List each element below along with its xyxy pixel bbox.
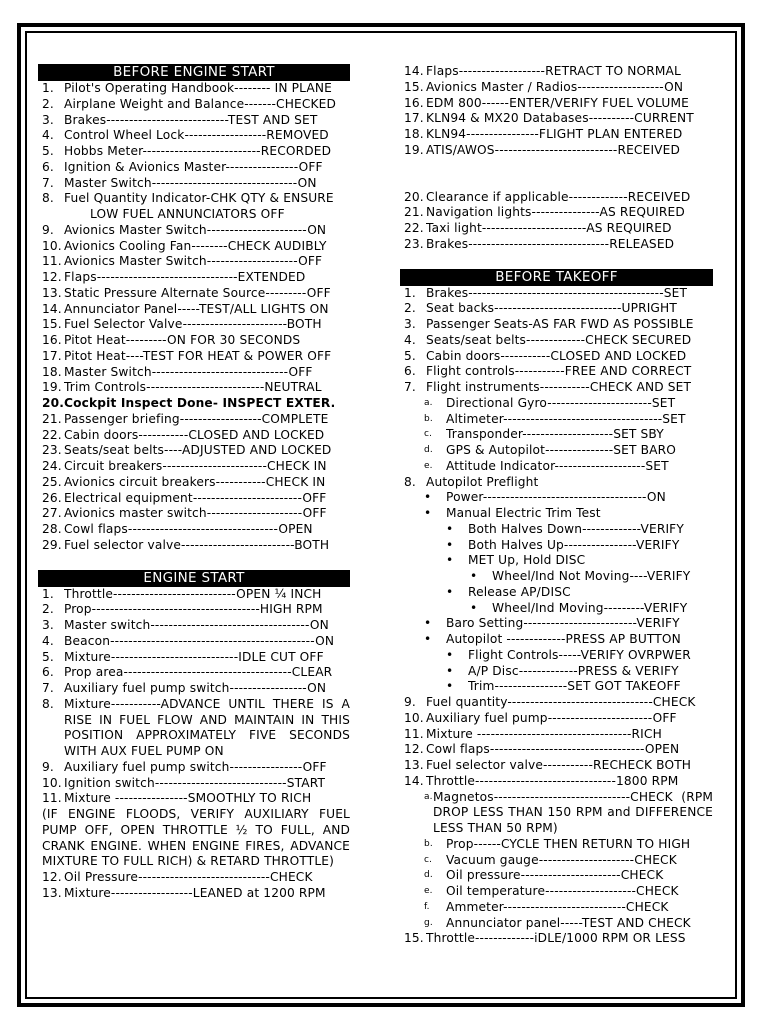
item-continuation: LOW FUEL ANNUNCIATORS OFF xyxy=(90,207,285,221)
sub-item-text: GPS & Autopilot---------------SET BARO xyxy=(446,443,677,457)
sub-item xyxy=(400,459,713,475)
item-number: 11. xyxy=(42,791,62,806)
checklist-item xyxy=(400,237,713,253)
item-text: Cabin doors-----------CLOSED AND LOCKED xyxy=(64,427,325,442)
checklist-item xyxy=(38,113,350,129)
checklist-item xyxy=(400,80,713,96)
checklist-item xyxy=(400,143,713,159)
item-number: 22. xyxy=(404,221,424,235)
sub-item-letter: g. xyxy=(424,917,433,928)
item-number: 2. xyxy=(42,96,54,111)
item-number: 5. xyxy=(404,348,416,363)
sub-item xyxy=(400,868,713,884)
bullet-icon: • xyxy=(446,584,454,599)
item-text: Mixture------------------LEANED at 1200 RPM xyxy=(64,885,326,900)
item-number: 25. xyxy=(42,474,62,489)
item-text: Cowl flaps----------------------------------OPEN xyxy=(426,742,680,757)
sub-item-text: Attitude Indicator--------------------SET xyxy=(446,458,669,473)
item-number: 10. xyxy=(42,238,62,253)
item-text: Annunciator Panel-----TEST/ALL LIGHTS ON xyxy=(64,301,329,316)
item-text: Brakes---------------------------TEST AND SET xyxy=(64,112,318,127)
sub-item xyxy=(400,427,713,443)
item-number: 24. xyxy=(42,459,62,473)
item-text: Cowl flaps---------------------------------OPEN xyxy=(64,522,313,536)
item-text: Avionics Master / Radios-------------------ON xyxy=(426,79,684,94)
checklist-item xyxy=(400,301,713,317)
item-number: 7. xyxy=(404,380,416,394)
sub-item-text: Oil temperature--------------------CHECK xyxy=(446,884,679,898)
before-takeoff-list-continued xyxy=(400,695,713,790)
item-number: 3. xyxy=(404,317,416,331)
item-text: Mixture ----------------SMOOTHLY TO RICH xyxy=(64,791,312,806)
item-number: 21. xyxy=(42,411,62,426)
item-text: Clearance if applicable-------------RECEIVED xyxy=(426,189,691,204)
item-number: 10. xyxy=(42,775,62,790)
checklist-item xyxy=(38,491,350,507)
item-text: Flight controls-----------FREE AND CORRECT xyxy=(426,364,692,379)
checklist-item xyxy=(38,602,350,618)
item-number: 7. xyxy=(42,681,54,695)
before-takeoff-list xyxy=(400,286,713,396)
sub-item-text: Ammeter---------------------------CHECK xyxy=(446,899,669,914)
item-number: 15. xyxy=(404,931,424,946)
item-number: 16. xyxy=(42,333,62,347)
bullet-text: MET Up, Hold DISC xyxy=(468,553,586,568)
bullet-text: Both Halves Down-------------VERIFY xyxy=(468,521,684,536)
sub-item-text: Transponder--------------------SET SBY xyxy=(446,427,664,442)
taxi-list xyxy=(400,190,713,253)
item-number: 29. xyxy=(42,537,62,552)
item-number: 5. xyxy=(42,649,54,664)
sub-item-text: Vacuum gauge---------------------CHECK xyxy=(446,852,677,867)
item-text: Electrical equipment------------------------OFF xyxy=(64,490,327,505)
right-column xyxy=(400,64,713,947)
item-text: Master Switch--------------------------------ON xyxy=(64,175,317,190)
item-number: 1. xyxy=(42,81,54,95)
item-number: 21. xyxy=(404,205,424,220)
bullet-text: Wheel/Ind Moving---------VERIFY xyxy=(492,600,688,615)
item-text: Ignition switch-----------------------------START xyxy=(64,775,326,790)
item-number: 14. xyxy=(42,301,62,316)
item-number: 20. xyxy=(42,396,65,410)
item-text: Taxi light-----------------------AS REQUIRED xyxy=(426,221,672,235)
runup-sublist xyxy=(400,790,713,932)
engine-flood-note: (IF ENGINE FLOODS, VERIFY AUXILIARY FUEL PUMP OFF, OPEN THROTTLE ½ TO FULL, AND CRANK ENGINE. WHEN ENGINE FIRES, ADVANCE MIXTURE TO FULL RICH) & RETARD THROTTLE) xyxy=(42,807,350,869)
item-text: KLN94----------------FLIGHT PLAN ENTERED xyxy=(426,127,683,141)
item-number: 4. xyxy=(404,332,416,347)
checklist-item xyxy=(38,176,350,192)
checklist-item xyxy=(38,160,350,176)
bullet-text: Autopilot -------------PRESS AP BUTTON xyxy=(446,632,681,646)
item-text: Throttle-------------iDLE/1000 RPM OR LESS xyxy=(426,931,686,946)
item-text: Passenger briefing------------------COMPLETE xyxy=(64,411,329,426)
item-number: 19. xyxy=(404,142,424,157)
item-text: Hobbs Meter--------------------------RECORDED xyxy=(64,144,332,158)
checklist-item xyxy=(400,758,713,774)
bullet-icon: • xyxy=(446,647,454,662)
checklist-item xyxy=(400,205,713,221)
checklist-item xyxy=(38,522,350,538)
item-number: 12. xyxy=(42,270,62,284)
item-text: Seats/seat belts----ADJUSTED AND LOCKED xyxy=(64,443,332,458)
sub-item xyxy=(400,396,713,412)
item-text: Mixture----------------------------IDLE CUT OFF xyxy=(64,649,324,664)
sub-item-letter: d. xyxy=(424,870,433,881)
left-column xyxy=(38,64,350,902)
sub-item-letter: b. xyxy=(424,413,433,424)
bullet-item xyxy=(400,664,713,680)
bullet-item xyxy=(400,648,713,664)
checklist-item xyxy=(38,443,350,459)
item-number: 27. xyxy=(42,506,62,521)
bullet-item xyxy=(400,490,713,506)
flight-instruments-sublist xyxy=(400,396,713,475)
checklist-item xyxy=(38,223,350,239)
checklist-item xyxy=(38,681,350,697)
before-takeoff-header: BEFORE TAKEOFF xyxy=(400,269,713,286)
bullet-text: Flight Controls-----VERIFY OVRPWER xyxy=(468,647,691,662)
checklist-item xyxy=(400,317,713,333)
item-number: 28. xyxy=(42,522,62,536)
item-text: Trim Controls--------------------------NEUTRAL xyxy=(64,380,322,395)
item-number: 8. xyxy=(404,474,416,489)
sub-item-text: Magnetos------------------------------CHECK (RPM DROP LESS THAN 150 RPM and DIFFERENCE LESS THAN 50 RPM) xyxy=(433,789,713,835)
item-number: 4. xyxy=(42,633,54,648)
checklist-item xyxy=(400,221,713,237)
item-text: KLN94 & MX20 Databases----------CURRENT xyxy=(426,111,694,126)
item-number: 5. xyxy=(42,144,54,158)
checklist-item xyxy=(38,349,350,365)
sub-item-letter: e. xyxy=(424,460,433,471)
item-number: 14. xyxy=(404,64,424,78)
checklist-item xyxy=(38,697,350,760)
checklist-item xyxy=(38,254,350,270)
checklist-item xyxy=(400,127,713,143)
autopilot-preflight-sublist xyxy=(400,490,713,695)
checklist-item xyxy=(38,650,350,666)
checklist-item xyxy=(400,711,713,727)
checklist-item xyxy=(38,791,350,807)
item-text: Throttle-------------------------------1800 RPM xyxy=(426,773,679,788)
item-text: Fuel Selector Valve-----------------------BOTH xyxy=(64,317,322,332)
engine-start-list-continued xyxy=(38,870,350,902)
item-text: EDM 800------ENTER/VERIFY FUEL VOLUME xyxy=(426,95,689,110)
item-number: 17. xyxy=(42,348,62,363)
checklist-item xyxy=(400,475,713,491)
checklist-item xyxy=(38,81,350,97)
sub-item-letter: a. xyxy=(424,397,433,408)
sub-item-text: Annunciator panel-----TEST AND CHECK xyxy=(446,915,691,930)
item-text: Circuit breakers-----------------------CHECK IN xyxy=(64,459,327,473)
item-text: Navigation lights---------------AS REQUIRED xyxy=(426,205,685,220)
checklist-item xyxy=(400,931,713,947)
checklist-item xyxy=(400,190,713,206)
checklist-item xyxy=(400,111,713,127)
engine-start-continued-list xyxy=(400,64,713,159)
bullet-text: Release AP/DISC xyxy=(468,584,571,599)
checklist-item xyxy=(38,396,350,412)
item-text: Avionics Cooling Fan--------CHECK AUDIBLY xyxy=(64,238,327,253)
bullet-item xyxy=(400,632,713,648)
bullet-item xyxy=(400,538,713,554)
bullet-text: Manual Electric Trim Test xyxy=(446,506,601,520)
checklist-item xyxy=(400,333,713,349)
item-number: 3. xyxy=(42,112,54,127)
checklist-item xyxy=(38,286,350,302)
bullet-item xyxy=(400,679,713,695)
sub-item-letter: d. xyxy=(424,445,433,455)
sub-item-text: Oil pressure----------------------CHECK xyxy=(446,868,664,883)
item-number: 6. xyxy=(404,364,416,379)
item-text: Auxiliary fuel pump-----------------------OFF xyxy=(426,710,677,725)
item-text: Autopilot Preflight xyxy=(426,474,539,489)
checklist-item xyxy=(38,428,350,444)
item-text: Brakes-------------------------------------------SET xyxy=(426,285,688,300)
item-text: Control Wheel Lock------------------REMOVED xyxy=(64,128,329,143)
item-number: 11. xyxy=(404,726,424,741)
item-text: Pitot Heat----TEST FOR HEAT & POWER OFF xyxy=(64,348,332,363)
item-number: 17. xyxy=(404,111,424,126)
sub-item-letter: a. xyxy=(424,791,433,802)
bullet-item xyxy=(400,506,713,522)
bullet-text: Trim----------------SET GOT TAKEOFF xyxy=(468,679,681,694)
bullet-icon: • xyxy=(446,521,454,536)
item-text: Brakes-------------------------------RELEASED xyxy=(426,236,675,251)
item-text: Fuel quantity--------------------------------CHECK xyxy=(426,695,696,709)
item-number: 3. xyxy=(42,618,54,632)
checklist-item xyxy=(38,618,350,634)
checklist-item xyxy=(38,302,350,318)
item-number: 2. xyxy=(42,602,54,617)
item-text: Avionics circuit breakers-----------CHECK IN xyxy=(64,474,326,489)
item-text: Static Pressure Alternate Source---------OFF xyxy=(64,285,331,300)
checklist-item xyxy=(38,886,350,902)
autopilot-preflight-item xyxy=(400,475,713,491)
item-text: Ignition & Avionics Master----------------OFF xyxy=(64,159,323,174)
bullet-text: A/P Disc-------------PRESS & VERIFY xyxy=(468,663,679,678)
item-number: 12. xyxy=(42,870,62,884)
checklist-item xyxy=(38,538,350,554)
checklist-item xyxy=(38,475,350,491)
bullet-text: Both Halves Up----------------VERIFY xyxy=(468,537,680,552)
item-text: Prop area-------------------------------------CLEAR xyxy=(64,665,333,680)
bullet-item xyxy=(400,553,713,569)
engine-start-header: ENGINE START xyxy=(38,570,350,587)
item-number: 4. xyxy=(42,128,54,143)
checklist-item xyxy=(400,364,713,380)
checklist-item xyxy=(400,727,713,743)
checklist-item xyxy=(38,191,350,207)
item-number: 6. xyxy=(42,665,54,680)
sub-item-letter: b. xyxy=(424,838,433,849)
sub-item xyxy=(400,790,713,837)
item-number: 13. xyxy=(42,285,62,300)
item-text: Fuel selector valve-------------------------BOTH xyxy=(64,537,330,552)
sub-item xyxy=(400,884,713,900)
item-text: Seats/seat belts-------------CHECK SECURED xyxy=(426,332,692,347)
item-text: Pitot Heat---------ON FOR 30 SECONDS xyxy=(64,333,301,347)
sub-item xyxy=(400,443,713,459)
bullet-text: Baro Setting-------------------------VERIFY xyxy=(446,616,680,631)
checklist-item xyxy=(38,776,350,792)
sub-item xyxy=(400,900,713,916)
item-number: 2. xyxy=(404,301,416,316)
item-number: 22. xyxy=(42,427,62,442)
checklist-item xyxy=(38,870,350,886)
checklist-item xyxy=(38,412,350,428)
item-text: Airplane Weight and Balance-------CHECKED xyxy=(64,96,337,111)
bullet-icon: • xyxy=(446,663,454,678)
item-number: 23. xyxy=(404,236,424,251)
sub-item-text: Altimeter-----------------------------------SET xyxy=(446,411,686,426)
bullet-icon: • xyxy=(424,490,432,505)
checklist-item xyxy=(400,695,713,711)
item-number: 8. xyxy=(42,191,54,206)
item-text: Flaps-------------------RETRACT TO NORMAL xyxy=(426,64,681,78)
item-text: Flight instruments-----------CHECK AND SET xyxy=(426,380,692,394)
item-text: Prop-------------------------------------HIGH RPM xyxy=(64,602,323,617)
checklist-item xyxy=(38,239,350,255)
item-text: Passenger Seats-AS FAR FWD AS POSSIBLE xyxy=(426,317,694,331)
sub-item-text: Prop------CYCLE THEN RETURN TO HIGH xyxy=(446,836,691,851)
checklist-item xyxy=(400,349,713,365)
checklist-item xyxy=(38,317,350,333)
bullet-item xyxy=(400,616,713,632)
item-text: Fuel selector valve-----------RECHECK BOTH xyxy=(426,758,692,772)
bullet-icon: • xyxy=(424,616,432,631)
item-number: 12. xyxy=(404,742,424,757)
item-number: 15. xyxy=(42,317,62,332)
item-number: 20. xyxy=(404,189,424,204)
item-number: 1. xyxy=(42,586,54,601)
item-text: Mixture ----------------------------------RICH xyxy=(426,726,662,741)
bullet-icon: • xyxy=(470,569,478,583)
item-text: Mixture-----------ADVANCE UNTIL THERE IS A RISE IN FUEL FLOW AND MAINTAIN IN THIS POSITION APPROXIMATELY FIVE SECONDS WITH AUX FUEL PUMP ON xyxy=(64,696,350,758)
item-text: Auxiliary fuel pump switch----------------OFF xyxy=(64,759,327,774)
checklist-item xyxy=(38,665,350,681)
sub-item xyxy=(400,412,713,428)
item-text: ATIS/AWOS---------------------------RECEIVED xyxy=(426,142,681,157)
before-engine-start-list xyxy=(38,81,350,554)
checklist-item xyxy=(400,774,713,790)
bullet-text: Wheel/Ind Not Moving----VERIFY xyxy=(492,569,691,583)
bullet-icon: • xyxy=(424,506,432,520)
item-text: Master switch-----------------------------------ON xyxy=(64,618,329,632)
checklist-item xyxy=(38,380,350,396)
item-number: 7. xyxy=(42,175,54,190)
item-text: Flaps-------------------------------EXTENDED xyxy=(64,270,306,284)
item-number: 16. xyxy=(404,95,424,110)
checklist-item xyxy=(400,380,713,396)
item-number: 18. xyxy=(42,364,62,379)
item-number: 10. xyxy=(404,710,424,725)
item-number: 13. xyxy=(42,885,62,900)
checklist-item xyxy=(38,333,350,349)
item-number: 6. xyxy=(42,159,54,174)
item-number: 9. xyxy=(404,695,416,709)
bullet-icon: • xyxy=(470,600,478,615)
item-text: Seat backs----------------------------UPRIGHT xyxy=(426,301,677,316)
item-number: 14. xyxy=(404,773,424,788)
item-number: 11. xyxy=(42,254,62,269)
item-number: 13. xyxy=(404,758,424,772)
item-number: 8. xyxy=(42,696,54,711)
item-text: Avionics Master Switch----------------------ON xyxy=(64,222,327,237)
checklist-item xyxy=(38,634,350,650)
checklist-item xyxy=(38,587,350,603)
throttle-idle-item xyxy=(400,931,713,947)
bullet-item xyxy=(400,522,713,538)
item-number: 23. xyxy=(42,443,62,458)
checklist-item xyxy=(400,64,713,80)
bullet-icon: • xyxy=(424,632,432,646)
bullet-text: Power------------------------------------ON xyxy=(446,490,666,505)
item-number: 26. xyxy=(42,490,62,505)
bullet-item xyxy=(400,569,713,585)
item-text: Cockpit Inspect Done- INSPECT EXTER. xyxy=(64,396,336,410)
sub-item-letter: f. xyxy=(424,901,430,912)
checklist-item xyxy=(38,760,350,776)
checklist-item xyxy=(400,286,713,302)
item-number: 19. xyxy=(42,380,62,395)
item-text: Oil Pressure-----------------------------CHECK xyxy=(64,870,313,884)
item-text: Pilot's Operating Handbook-------- IN PLANE xyxy=(64,81,332,95)
checklist-item xyxy=(38,270,350,286)
item-text: Beacon---------------------------------------------ON xyxy=(64,633,335,648)
checklist-item xyxy=(400,96,713,112)
checklist-item xyxy=(400,742,713,758)
item-text: Avionics Master Switch--------------------OFF xyxy=(64,254,323,269)
checklist-item xyxy=(38,128,350,144)
sub-item-letter: c. xyxy=(424,429,433,440)
bullet-icon: • xyxy=(446,679,454,694)
sub-item-letter: c. xyxy=(424,854,433,865)
sub-item xyxy=(400,916,713,932)
checklist-item xyxy=(38,506,350,522)
bullet-item xyxy=(400,585,713,601)
sub-item xyxy=(400,837,713,853)
bullet-item xyxy=(400,601,713,617)
item-text: Fuel Quantity Indicator-CHK QTY & ENSURE xyxy=(64,191,334,206)
item-number: 18. xyxy=(404,127,424,141)
item-text: Master Switch------------------------------OFF xyxy=(64,364,313,379)
bullet-icon: • xyxy=(446,553,454,568)
item-number: 9. xyxy=(42,759,54,774)
item-text: Cabin doors-----------CLOSED AND LOCKED xyxy=(426,348,687,363)
sub-item-letter: e. xyxy=(424,886,433,896)
item-number: 1. xyxy=(404,285,416,300)
checklist-item xyxy=(38,459,350,475)
item-text: Avionics master switch---------------------OFF xyxy=(64,506,327,521)
checklist-item xyxy=(38,97,350,113)
item-text: Auxiliary fuel pump switch-----------------ON xyxy=(64,681,327,695)
sub-item xyxy=(400,853,713,869)
bullet-icon: • xyxy=(446,537,454,552)
sub-item-text: Directional Gyro-----------------------SET xyxy=(446,395,676,410)
checklist-item xyxy=(38,365,350,381)
item-number: 9. xyxy=(42,222,54,237)
before-engine-start-header: BEFORE ENGINE START xyxy=(38,64,350,81)
item-text: Throttle---------------------------OPEN ¼ INCH xyxy=(64,586,322,601)
item-number: 15. xyxy=(404,79,424,94)
checklist-item xyxy=(38,144,350,160)
engine-start-list xyxy=(38,587,350,808)
